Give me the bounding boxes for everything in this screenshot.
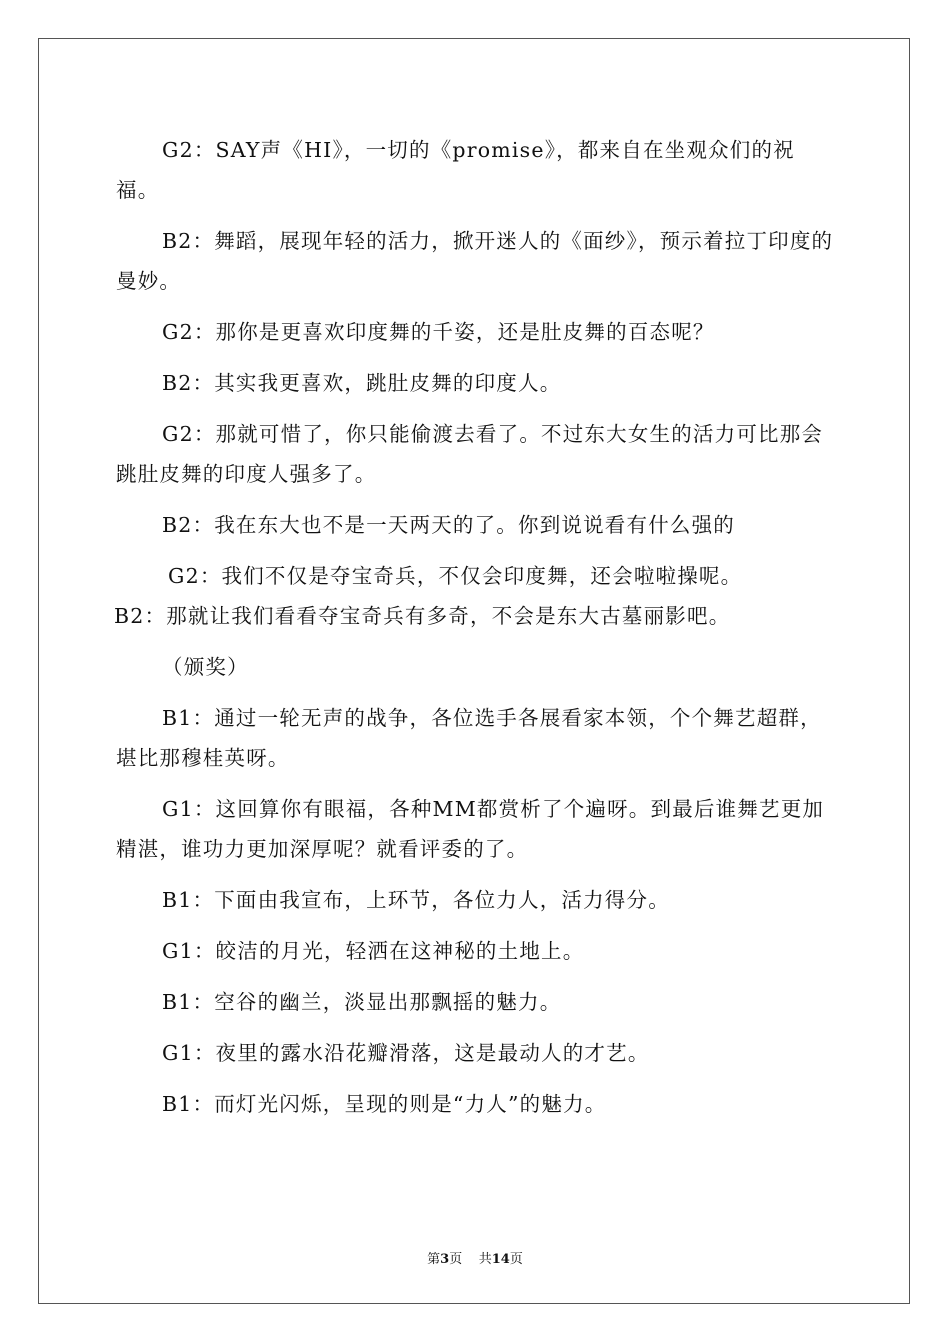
paragraph: B1：通过一轮无声的战争，各位选手各展看家本领，个个舞艺超群，堪比那穆桂英呀。 bbox=[116, 706, 822, 770]
paragraph: （颁奖） bbox=[162, 655, 249, 679]
document-body bbox=[116, 130, 836, 1135]
paragraph: G1：皎洁的月光，轻洒在这神秘的土地上。 bbox=[162, 939, 585, 963]
footer-suffix: 页 bbox=[509, 1252, 523, 1267]
paragraph: G1：夜里的露水沿花瓣滑落，这是最动人的才艺。 bbox=[162, 1041, 650, 1065]
paragraph: G2：那就可惜了，你只能偷渡去看了。不过东大女生的活力可比那会跳肚皮舞的印度人强多了。 bbox=[116, 422, 824, 486]
paragraph: B1：而灯光闪烁，呈现的则是“力人”的魅力。 bbox=[162, 1092, 607, 1116]
paragraph: B2：那就让我们看看夺宝奇兵有多奇，不会是东大古墓丽影吧。 bbox=[114, 604, 731, 628]
total-page-count: 14 bbox=[491, 1252, 510, 1267]
footer-prefix: 第 bbox=[427, 1252, 441, 1267]
paragraph: G2：那你是更喜欢印度舞的千姿，还是肚皮舞的百态呢？ bbox=[162, 320, 715, 344]
paragraph: B1：空谷的幽兰，淡显出那飘摇的魅力。 bbox=[162, 990, 562, 1014]
paragraph: B2：其实我更喜欢，跳肚皮舞的印度人。 bbox=[162, 371, 562, 395]
paragraph: B1：下面由我宣布，上环节，各位力人，活力得分。 bbox=[162, 888, 670, 912]
paragraph: B2：舞蹈，展现年轻的活力，掀开迷人的《面纱》，预示着拉丁印度的曼妙。 bbox=[116, 229, 834, 293]
current-page-number: 3 bbox=[440, 1252, 450, 1267]
paragraph: B2：我在东大也不是一天两天的了。你到说说看有什么强的 bbox=[162, 513, 736, 537]
page-footer bbox=[0, 1248, 950, 1267]
footer-mid: 页 共 bbox=[449, 1252, 492, 1267]
paragraph: G2：我们不仅是夺宝奇兵，不仅会印度舞，还会啦啦操呢。 bbox=[168, 564, 743, 588]
paragraph: G1：这回算你有眼福，各种MM都赏析了个遍呀。到最后谁舞艺更加精湛，谁功力更加深厚呢？就看评委的了。 bbox=[116, 797, 825, 861]
paragraph: G2：SAY声《HI》，一切的《promise》，都来自在坐观众们的祝福。 bbox=[116, 138, 795, 202]
